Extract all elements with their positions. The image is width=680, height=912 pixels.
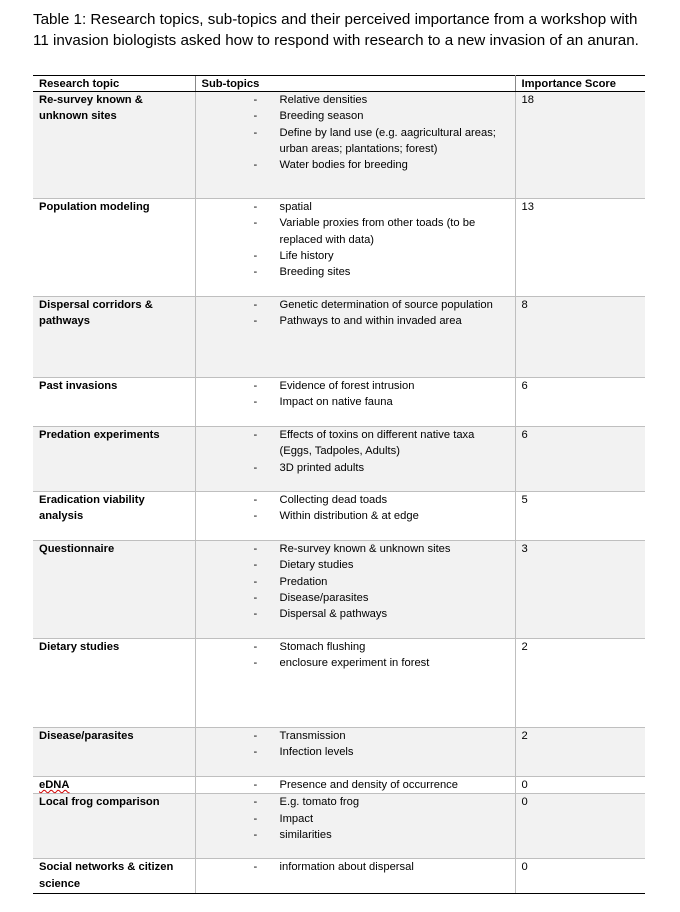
research-topic-label: Eradication viability analysis [39,494,145,523]
research-topic-label: eDNA [39,779,70,791]
sub-topic-item: - Transmission [280,728,509,744]
sub-topic-item: - Breeding sites [280,264,509,280]
research-topic-label: Local frog comparison [39,796,160,809]
sub-topics-list [202,199,509,280]
sub-topics-cell [195,639,515,728]
sub-topic-item: - Pathways to and within invaded area [280,313,509,329]
table-row [33,777,645,794]
research-topic-cell [33,777,195,794]
sub-topic-item: - Collecting dead toads [280,492,509,508]
research-topic-cell [33,427,195,492]
sub-topics-cell [195,297,515,378]
table-row [33,728,645,777]
research-topic-label: Re-survey known & unknown sites [39,94,143,123]
sub-topic-item: - Life history [280,248,509,264]
sub-topic-item: - spatial [280,199,509,215]
sub-topics-list [202,728,509,761]
sub-topics-cell [195,728,515,777]
sub-topic-item: - Define by land use (e.g. aagricultural areas; urban areas; plantations; forest) [280,125,509,158]
research-topic-label: Past invasions [39,380,118,392]
header-importance-score: Importance Score [515,76,645,92]
sub-topic-item: - Impact [280,811,509,827]
research-topic-cell [33,541,195,639]
research-topic-label: Population modeling [39,201,150,213]
sub-topic-item: - Infection levels [280,744,509,760]
sub-topic-item: - Water bodies for breeding [280,157,509,173]
research-topic-label: Dietary studies [39,641,120,653]
sub-topic-item: - Effects of toxins on different native taxa (Eggs, Tadpoles, Adults) [280,427,509,460]
sub-topic-item: - Presence and density of occurrence [280,777,509,793]
sub-topic-item: - similarities [280,827,509,843]
sub-topics-cell [195,199,515,297]
research-topic-cell [33,859,195,894]
table-row [33,427,645,492]
importance-score-cell: 0 [515,859,645,894]
sub-topics-cell [195,859,515,894]
research-topic-label: Social networks & citizen science [39,861,174,890]
research-topic-cell [33,378,195,427]
importance-score-cell: 6 [515,378,645,427]
importance-score-cell: 0 [515,777,645,794]
sub-topics-list [202,794,509,843]
importance-score-cell: 5 [515,492,645,541]
table-row [33,794,645,859]
sub-topic-item: - Stomach flushing [280,639,509,655]
table-row [33,859,645,894]
sub-topic-item: - information about dispersal [280,859,509,875]
sub-topic-item: - Re-survey known & unknown sites [280,541,509,557]
sub-topic-item: - Breeding season [280,108,509,124]
research-topics-table [33,75,645,894]
sub-topic-item: - Predation [280,574,509,590]
sub-topics-list [202,297,509,330]
table-row [33,92,645,199]
research-topic-cell [33,639,195,728]
table-row [33,541,645,639]
sub-topic-item: - Dietary studies [280,557,509,573]
research-topic-label: Disease/parasites [39,730,134,742]
sub-topic-item: - 3D printed adults [280,460,509,476]
sub-topics-cell [195,492,515,541]
sub-topic-item: - Disease/parasites [280,590,509,606]
sub-topic-item: - Dispersal & pathways [280,606,509,622]
research-topic-cell [33,199,195,297]
sub-topics-list [202,378,509,411]
table-caption: Table 1: Research topics, sub-topics and their perceived importance from a workshop with 11 invasion biologists asked how to respond with research to a new invasion of an anuran. [33,11,639,49]
table-body [33,92,645,894]
research-topic-cell [33,492,195,541]
table-row [33,639,645,728]
sub-topics-list [202,492,509,525]
sub-topics-cell [195,541,515,639]
research-topic-label: Predation experiments [39,429,160,441]
sub-topic-item: - Impact on native fauna [280,394,509,410]
research-topic-label: Dispersal corridors & pathways [39,299,153,328]
importance-score-cell: 6 [515,427,645,492]
importance-score-cell: 2 [515,639,645,728]
sub-topics-cell [195,427,515,492]
sub-topic-item: - Within distribution & at edge [280,508,509,524]
sub-topic-item: - enclosure experiment in forest [280,655,509,671]
sub-topic-item: - Evidence of forest intrusion [280,378,509,394]
importance-score-cell: 8 [515,297,645,378]
sub-topics-cell [195,777,515,794]
table-row [33,492,645,541]
header-sub-topics: Sub-topics [195,76,515,92]
table-row [33,378,645,427]
sub-topics-cell [195,378,515,427]
research-topic-cell [33,728,195,777]
table-row [33,297,645,378]
sub-topics-list [202,777,509,793]
header-research-topic: Research topic [33,76,195,92]
sub-topic-item: - Relative densities [280,92,509,108]
sub-topics-list [202,427,509,476]
sub-topic-item: - E.g. tomato frog [280,794,509,810]
sub-topics-list [202,541,509,622]
research-topic-cell [33,297,195,378]
sub-topic-item: - Variable proxies from other toads (to be replaced with data) [280,215,509,248]
importance-score-cell: 0 [515,794,645,859]
sub-topics-list [202,859,509,875]
table-row [33,199,645,297]
research-topic-label: Questionnaire [39,543,115,555]
importance-score-cell: 3 [515,541,645,639]
importance-score-cell: 13 [515,199,645,297]
importance-score-cell: 2 [515,728,645,777]
importance-score-cell: 18 [515,92,645,199]
research-topic-cell [33,794,195,859]
sub-topics-list [202,92,509,173]
sub-topics-cell [195,92,515,199]
sub-topics-list [202,639,509,672]
sub-topics-cell [195,794,515,859]
table-header-row [33,76,645,92]
sub-topic-item: - Genetic determination of source population [280,297,509,313]
research-topic-cell [33,92,195,199]
